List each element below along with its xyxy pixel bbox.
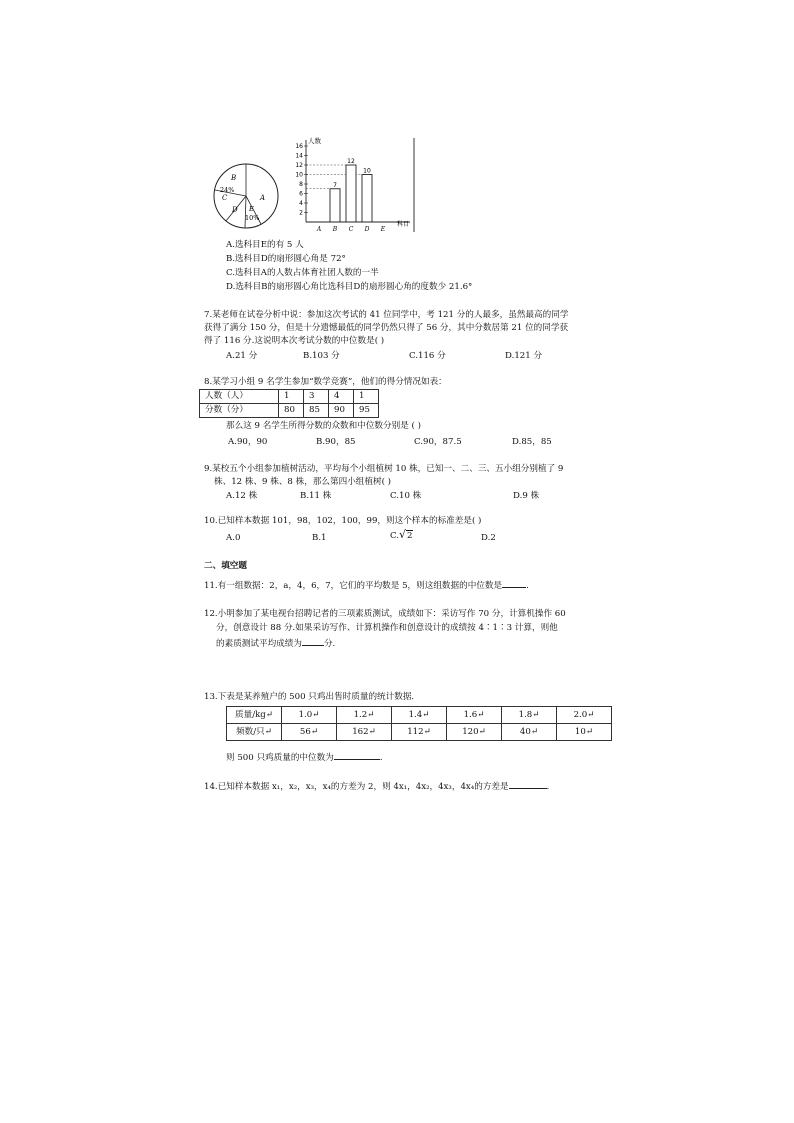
table-cell: 1 <box>279 390 304 404</box>
q12-line-3-text: 的素质测试平均成绩为 <box>216 639 302 649</box>
bar-chart <box>292 136 422 234</box>
y-tick-label: 10 <box>295 171 303 179</box>
table-cell: 56↵ <box>282 724 337 741</box>
x-category-label: A <box>316 226 322 233</box>
bar-value-label: 7 <box>333 181 337 189</box>
y-axis-label: 人数 <box>308 137 321 145</box>
table-row <box>200 390 379 404</box>
table-cell: 1.0↵ <box>282 707 337 724</box>
q9-option-c: C.10 株 <box>390 491 422 501</box>
q8-score-table <box>199 389 379 418</box>
bar-value-label: 12 <box>347 158 355 165</box>
table-row <box>227 707 612 724</box>
q12-end: 分. <box>323 639 336 649</box>
q13-stem: 13.下表是某养殖户的 500 只鸡出售时质量的统计数据． <box>204 692 421 702</box>
pie-label-b: B <box>231 174 237 182</box>
table-row <box>200 404 379 418</box>
pie-chart <box>212 160 284 232</box>
y-tick-label: 16 <box>295 143 303 150</box>
pie-label-c: C <box>222 194 228 202</box>
q13-question-line <box>226 750 383 764</box>
q11-blank[interactable] <box>502 578 526 588</box>
table-row <box>227 724 612 741</box>
table-cell: 1.2↵ <box>337 707 392 724</box>
table-cell: 人数（人） <box>200 390 279 404</box>
q14-blank[interactable] <box>509 779 547 789</box>
q7-option-c: C.116 分 <box>409 351 446 361</box>
q11-end: . <box>526 581 529 591</box>
q10-option-c-label: C. <box>390 531 400 541</box>
q7-line-2: 获得了满分 150 分，但是十分遗憾最低的同学仍然只得了 56 分，其中分数居第 21 位的同学获 <box>204 323 569 333</box>
sqrt-value: 2 <box>407 531 413 541</box>
q6-option-d: D.选科目B的扇形圆心角比选科目D的扇形圆心角的度数少 21.6° <box>226 282 473 292</box>
q12-line-2: 分，创意设计 88 分.如果采访写作、计算机操作和创意设计的成绩按 4∶1∶3 计算，则他 <box>216 623 558 633</box>
table-cell: 质量/kg↵ <box>227 707 282 724</box>
q13-end: . <box>379 753 383 763</box>
y-tick-label: 8 <box>299 181 303 188</box>
table-cell: 80 <box>279 404 304 418</box>
q6-option-a: A.选科目E的有 5 人 <box>226 240 304 250</box>
pie-label-e: E <box>249 205 254 213</box>
q9-option-b: B.11 株 <box>300 491 332 501</box>
q12-line-1: 12.小明参加了某电视台招聘记者的三项素质测试，成绩如下：采访写作 70 分，计算机操作 60 <box>204 609 566 619</box>
bar-c <box>346 165 356 222</box>
y-tick-label: 6 <box>299 190 303 198</box>
q9-option-a: A.12 株 <box>226 491 258 501</box>
table-cell: 2.0↵ <box>557 707 612 724</box>
table-cell: 1.8↵ <box>502 707 557 724</box>
table-cell: 1.6↵ <box>447 707 502 724</box>
table-cell: 112↵ <box>392 724 447 741</box>
q10-option-b: B.1 <box>312 533 327 543</box>
table-cell: 3 <box>304 390 329 404</box>
table-cell: 85 <box>304 404 329 418</box>
q8-option-a: A.90，90 <box>228 437 268 447</box>
q13-blank[interactable] <box>334 750 380 760</box>
q14-text: 14.已知样本数据 x₁，x₂，x₃，x₄的方差为 2，则 4x₁，4x₂，4x₃，4x₄的方差是 <box>204 782 509 792</box>
q8-stem: 8.某学习小组 9 名学生参加“数学竞赛”，他们的得分情况如表： <box>204 377 447 387</box>
q12-blank[interactable] <box>302 636 324 646</box>
q8-option-d: D.85，85 <box>512 437 552 447</box>
x-axis-label: 科目 <box>397 221 410 228</box>
q11-text: 11.有一组数据：2，a，4，6，7，它们的平均数是 5，则这组数据的中位数是 <box>204 581 503 591</box>
section-2-title: 二、填空题 <box>204 561 247 571</box>
q8-option-b: B.90，85 <box>316 437 356 447</box>
q13-weight-table <box>226 706 612 741</box>
q9-line-1: 9.某校五个小组参加植树活动，平均每个小组植树 10 株，已知一、二、三、五小组分别植了 9 <box>204 464 564 474</box>
bar-value-label: 10 <box>363 167 371 175</box>
question-11 <box>204 578 529 592</box>
table-cell: 频数/只↵ <box>227 724 282 741</box>
pie-percent-e: 10% <box>245 214 260 222</box>
table-cell: 分数（分） <box>200 404 279 418</box>
q7-option-b: B.103 分 <box>303 351 340 361</box>
bar-b <box>330 189 340 222</box>
q7-option-a: A.21 分 <box>226 351 258 361</box>
question-14 <box>204 779 549 793</box>
q7-line-1: 7.某老师在试卷分析中说：参加这次考试的 41 位同学中，考 121 分的人最多，虽然最高的同学 <box>204 310 569 320</box>
q9-line-2: 株、12 株、9 株、8 株，那么第四小组植树( ) <box>214 477 392 487</box>
pie-label-a: A <box>260 194 266 202</box>
bar-d <box>362 175 372 223</box>
q12-line-3 <box>216 636 335 650</box>
y-tick-label: 12 <box>295 162 303 169</box>
q7-option-d: D.121 分 <box>505 351 543 361</box>
pie-label-d: D <box>232 206 238 214</box>
sqrt-symbol: √ 2 <box>399 528 413 541</box>
table-cell: 40↵ <box>502 724 557 741</box>
q10-stem: 10.已知样本数据 101，98，102，100，99，则这个样本的标准差是( ) <box>204 516 482 526</box>
q6-option-c: C.选科目A的人数占体育社团人数的一半 <box>226 268 379 278</box>
y-tick-label: 4 <box>299 200 303 207</box>
table-cell: 162↵ <box>337 724 392 741</box>
x-category-label: D <box>364 226 370 233</box>
q6-option-b: B.选科目D的扇形圆心角是 72° <box>226 254 346 264</box>
q7-line-3: 得了 116 分.这说明本次考试分数的中位数是( ) <box>204 336 385 346</box>
x-category-label: C <box>348 226 354 233</box>
q9-option-d: D.9 株 <box>513 491 540 501</box>
q10-option-a: A.0 <box>226 533 241 543</box>
x-category-label: E <box>380 226 386 233</box>
table-cell: 10↵ <box>557 724 612 741</box>
x-category-label: B <box>332 226 338 233</box>
table-cell: 4 <box>329 390 354 404</box>
pie-percent-c: 24% <box>220 186 235 194</box>
q13-question: 则 500 只鸡质量的中位数为 <box>226 753 334 763</box>
q8-option-c: C.90，87.5 <box>414 437 462 447</box>
q14-end: . <box>546 782 550 792</box>
table-cell: 95 <box>354 404 379 418</box>
q8-question: 那么这 9 名学生所得分数的众数和中位数分别是 ( ) <box>226 421 421 431</box>
y-tick-label: 14 <box>295 152 303 160</box>
table-cell: 1 <box>354 390 379 404</box>
q10-option-d: D.2 <box>481 533 496 543</box>
table-cell: 1.4↵ <box>392 707 447 724</box>
q10-option-c <box>390 528 413 541</box>
table-cell: 90 <box>329 404 354 418</box>
y-tick-label: 2 <box>299 209 303 217</box>
table-cell: 120↵ <box>447 724 502 741</box>
